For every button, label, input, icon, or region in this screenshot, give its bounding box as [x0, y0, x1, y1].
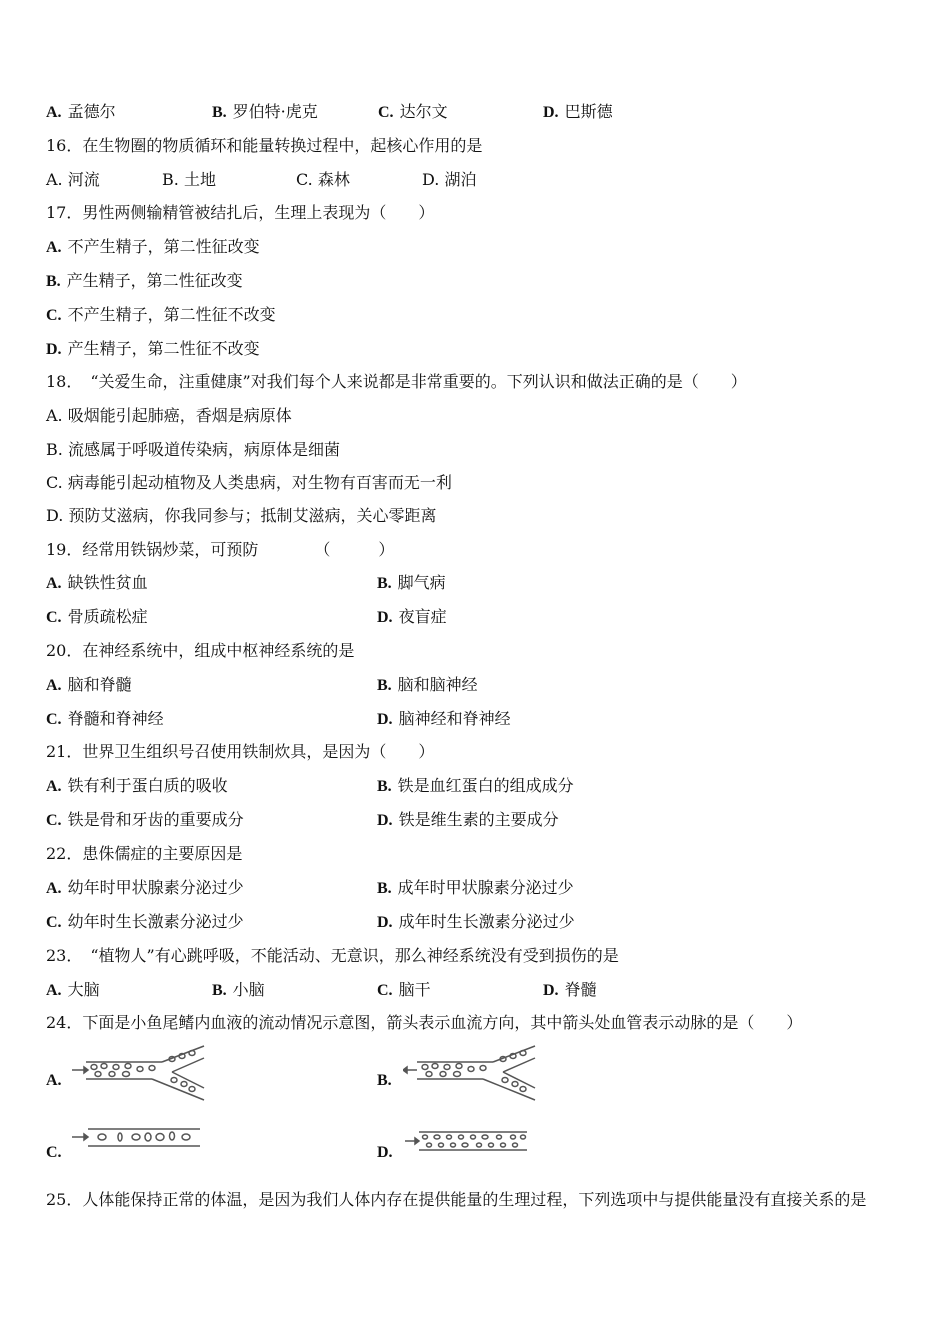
- option-text: 缺铁性贫血: [67, 573, 148, 592]
- option-label: A.: [46, 170, 63, 189]
- q15-option-c: [378, 102, 448, 123]
- option-text: 罗伯特·虎克: [232, 102, 318, 121]
- option-text: 脊髓: [564, 980, 597, 999]
- option-label: C.: [46, 473, 63, 492]
- option-label: D.: [422, 170, 440, 189]
- option-label: D.: [377, 914, 393, 931]
- option-label: C.: [46, 711, 62, 728]
- option-label: A.: [46, 104, 62, 121]
- q19-option-d: [377, 607, 447, 628]
- q21-stem: 21．世界卫生组织号召使用铁制炊具，是因为（ ）: [46, 742, 435, 761]
- option-label: D.: [543, 104, 559, 121]
- option-text: 幼年时甲状腺素分泌过少: [67, 878, 244, 897]
- q17-option-d: [46, 339, 260, 360]
- option-label: B.: [212, 982, 227, 999]
- q22-option-a: [46, 878, 244, 899]
- blood-vessel-diverging-arrow-in-figure: [72, 1044, 207, 1102]
- blood-vessel-capillary-single-file-figure: [72, 1126, 202, 1150]
- option-text: 铁是骨和牙齿的重要成分: [67, 810, 244, 829]
- q16-option-a: [46, 170, 100, 190]
- option-text: 不产生精子，第二性征改变: [67, 237, 260, 256]
- option-label: D.: [543, 982, 559, 999]
- option-text: 脑神经和脊神经: [398, 709, 511, 728]
- option-label: A.: [46, 406, 63, 425]
- option-label: A.: [46, 239, 62, 256]
- option-text: 脑和脊髓: [67, 675, 132, 694]
- q23-option-c: [377, 980, 431, 1001]
- option-text: 铁是血红蛋白的组成成分: [397, 776, 574, 795]
- q23-option-d: [543, 980, 597, 1001]
- q23-option-b: [212, 980, 265, 1001]
- q17-option-b: [46, 271, 243, 292]
- option-text: 脑和脑神经: [397, 675, 478, 694]
- q23-option-a: [46, 980, 100, 1001]
- option-label: B.: [212, 104, 227, 121]
- q17-option-a: [46, 237, 260, 258]
- q21-option-a: [46, 776, 228, 797]
- option-text: 产生精子，第二性征改变: [66, 271, 243, 290]
- q19-stem: 19．经常用铁锅炒菜，可预防 （ ）: [46, 540, 395, 559]
- q17-stem: 17．男性两侧输精管被结扎后，生理上表现为（ ）: [46, 203, 435, 222]
- option-label: B.: [46, 440, 63, 459]
- q20-option-a: [46, 675, 132, 696]
- option-text: 脚气病: [397, 573, 446, 592]
- option-label: B.: [377, 778, 392, 795]
- option-text: 病毒能引起动植物及人类患病，对生物有百害而无一利: [67, 473, 452, 492]
- q21-option-d: [377, 810, 559, 831]
- q16-option-d: [422, 170, 476, 190]
- option-text: 不产生精子，第二性征不改变: [67, 305, 276, 324]
- q20-option-b: [377, 675, 478, 696]
- q20-option-d: [377, 709, 511, 730]
- option-label: C.: [378, 104, 394, 121]
- option-text: 巴斯德: [564, 102, 613, 121]
- q24-option-a-label: A.: [46, 1072, 62, 1089]
- option-text: 骨质疏松症: [67, 607, 148, 626]
- q15-option-d: [543, 102, 613, 123]
- q24-option-b-label: B.: [377, 1072, 392, 1089]
- q19-option-b: [377, 573, 446, 594]
- q16-stem: 16．在生物圈的物质循环和能量转换过程中，起核心作用的是: [46, 136, 483, 155]
- option-label: D.: [46, 341, 62, 358]
- q16-option-c: [296, 170, 350, 190]
- option-label: D.: [377, 711, 393, 728]
- option-label: B.: [377, 575, 392, 592]
- option-label: C.: [377, 982, 393, 999]
- q24-option-d-label: D.: [377, 1144, 393, 1161]
- blood-vessel-straight-dense-figure: [403, 1130, 533, 1154]
- q23-stem: 23． “植物人”有心跳呼吸，不能活动、无意识，那么神经系统没有受到损伤的是: [46, 946, 619, 965]
- option-label: A.: [46, 982, 62, 999]
- q19-option-a: [46, 573, 148, 594]
- option-text: 达尔文: [399, 102, 448, 121]
- option-text: 预防艾滋病，你我同参与；抵制艾滋病，关心零距离: [68, 506, 437, 525]
- option-text: 产生精子，第二性征不改变: [67, 339, 260, 358]
- option-label: D.: [377, 812, 393, 829]
- option-label: C.: [46, 812, 62, 829]
- option-text: 夜盲症: [398, 607, 447, 626]
- q18-option-d: [46, 506, 436, 526]
- option-label: C.: [46, 609, 62, 626]
- q21-option-b: [377, 776, 574, 797]
- q21-option-c: [46, 810, 244, 831]
- q15-option-b: [212, 102, 318, 123]
- q18-stem: 18． “关爱生命，注重健康”对我们每个人来说都是非常重要的。下列认识和做法正确的是（ ）: [46, 372, 747, 391]
- q18-option-c: [46, 473, 452, 493]
- option-label: B.: [162, 170, 179, 189]
- option-text: 土地: [183, 170, 216, 189]
- option-label: C.: [46, 914, 62, 931]
- blood-vessel-converging-arrow-out-figure: [403, 1044, 538, 1102]
- q16-option-b: [162, 170, 216, 190]
- q22-option-b: [377, 878, 574, 899]
- option-text: 流感属于呼吸道传染病，病原体是细菌: [67, 440, 340, 459]
- option-text: 幼年时生长激素分泌过少: [67, 912, 244, 931]
- q24-option-c-label: C.: [46, 1144, 62, 1161]
- option-text: 成年时生长激素分泌过少: [398, 912, 575, 931]
- option-label: A.: [46, 575, 62, 592]
- option-label: C.: [296, 170, 313, 189]
- q19-option-c: [46, 607, 148, 628]
- q22-stem: 22．患侏儒症的主要原因是: [46, 844, 243, 863]
- option-text: 森林: [317, 170, 350, 189]
- option-text: 吸烟能引起肺癌，香烟是病原体: [67, 406, 292, 425]
- option-label: A.: [46, 778, 62, 795]
- option-label: D.: [377, 609, 393, 626]
- option-label: A.: [46, 880, 62, 897]
- option-label: B.: [377, 677, 392, 694]
- option-label: A.: [46, 677, 62, 694]
- q25-stem: 25．人体能保持正常的体温，是因为我们人体内存在提供能量的生理过程，下列选项中与提供能量没有直接关系的是: [46, 1190, 867, 1209]
- option-text: 大脑: [67, 980, 100, 999]
- option-label: B.: [46, 273, 61, 290]
- option-text: 脑干: [398, 980, 431, 999]
- q24-stem: 24．下面是小鱼尾鳍内血液的流动情况示意图，箭头表示血流方向，其中箭头处血管表示动脉的是（ ）: [46, 1013, 803, 1032]
- option-label: B.: [377, 880, 392, 897]
- option-text: 小脑: [232, 980, 265, 999]
- q18-option-b: [46, 440, 340, 460]
- q22-option-c: [46, 912, 244, 933]
- q20-stem: 20．在神经系统中，组成中枢神经系统的是: [46, 641, 355, 660]
- option-label: D.: [46, 506, 64, 525]
- q17-option-c: [46, 305, 276, 326]
- option-text: 铁有利于蛋白质的吸收: [67, 776, 228, 795]
- option-text: 铁是维生素的主要成分: [398, 810, 559, 829]
- q20-option-c: [46, 709, 164, 730]
- q22-option-d: [377, 912, 575, 933]
- option-text: 河流: [67, 170, 100, 189]
- option-text: 湖泊: [444, 170, 477, 189]
- q15-option-a: [46, 102, 116, 123]
- option-text: 孟德尔: [67, 102, 116, 121]
- option-text: 成年时甲状腺素分泌过少: [397, 878, 574, 897]
- option-text: 脊髓和脊神经: [67, 709, 164, 728]
- q18-option-a: [46, 406, 292, 426]
- option-label: C.: [46, 307, 62, 324]
